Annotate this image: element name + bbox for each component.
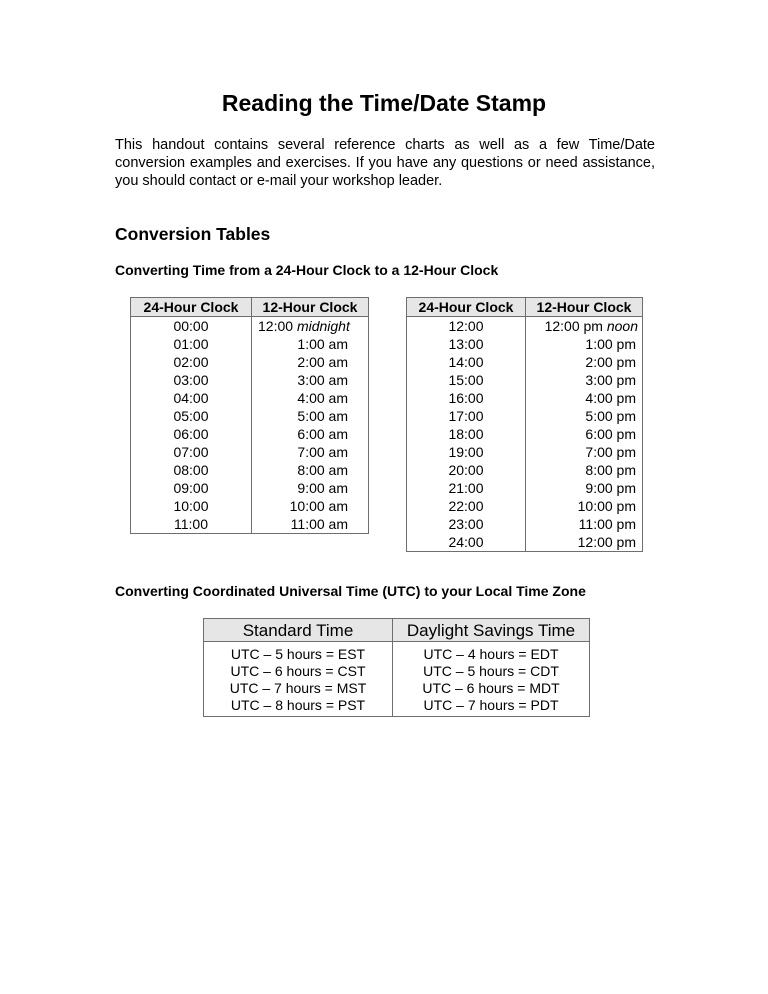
cell-12-hour [252, 425, 369, 443]
table-row [204, 663, 590, 680]
utc-table-body [204, 642, 590, 717]
column-header-daylight-time: Daylight Savings Time [393, 619, 590, 642]
clock-conversion-heading: Converting Time from a 24-Hour Clock to a 12-Hour Clock [115, 262, 499, 278]
cell-standard-time: UTC – 8 hours = PST [204, 697, 393, 717]
cell-12-hour-value: 8:00 am [297, 461, 348, 478]
cell-12-hour [252, 443, 369, 461]
cell-12-hour-value: 8:00 pm [585, 461, 636, 478]
cell-12-hour-value: 10:00 am [289, 497, 348, 514]
cell-12-hour-value: 1:00 am [297, 335, 348, 352]
section-heading: Conversion Tables [115, 224, 271, 244]
cell-12-hour [526, 533, 643, 552]
table-row [131, 389, 369, 407]
table-row [131, 371, 369, 389]
cell-12-hour [526, 497, 643, 515]
cell-24-hour: 12:00 [407, 317, 526, 336]
cell-12-hour-value: 7:00 am [297, 443, 348, 460]
cell-12-hour [526, 389, 643, 407]
cell-24-hour: 14:00 [407, 353, 526, 371]
cell-standard-time: UTC – 7 hours = MST [204, 680, 393, 697]
table-row [131, 497, 369, 515]
cell-12-hour [252, 515, 369, 534]
column-header-12-hour: 12-Hour Clock [252, 298, 369, 317]
cell-12-hour [252, 371, 369, 389]
cell-daylight-time: UTC – 7 hours = PDT [393, 697, 590, 717]
table-row [131, 335, 369, 353]
table-row [131, 479, 369, 497]
cell-12-hour-value: 3:00 pm [585, 371, 636, 388]
cell-24-hour: 23:00 [407, 515, 526, 533]
cell-daylight-time: UTC – 5 hours = CDT [393, 663, 590, 680]
cell-24-hour: 18:00 [407, 425, 526, 443]
table-row [407, 515, 643, 533]
cell-24-hour: 21:00 [407, 479, 526, 497]
table-row [407, 353, 643, 371]
cell-12-hour [252, 353, 369, 371]
table-row [131, 425, 369, 443]
cell-24-hour: 10:00 [131, 497, 252, 515]
cell-12-hour-value: 2:00 am [297, 353, 348, 370]
cell-standard-time: UTC – 6 hours = CST [204, 663, 393, 680]
cell-24-hour: 07:00 [131, 443, 252, 461]
cell-12-hour [252, 479, 369, 497]
cell-12-hour [526, 443, 643, 461]
cell-12-hour [252, 317, 369, 336]
table-header-row [131, 298, 369, 317]
cell-24-hour: 06:00 [131, 425, 252, 443]
cell-12-hour-value: 6:00 am [297, 425, 348, 442]
cell-12-hour-value: 12:00 pm [577, 533, 636, 550]
cell-12-hour-value: 5:00 am [297, 407, 348, 424]
cell-24-hour: 24:00 [407, 533, 526, 552]
table-row [131, 317, 369, 336]
table-row [407, 371, 643, 389]
cell-24-hour: 22:00 [407, 497, 526, 515]
cell-12-hour-value: 12:00 [258, 317, 297, 334]
cell-12-hour [252, 389, 369, 407]
table-row [407, 335, 643, 353]
page-title: Reading the Time/Date Stamp [221, 90, 547, 116]
cell-24-hour: 09:00 [131, 479, 252, 497]
table-row [407, 443, 643, 461]
clock-table-am [130, 297, 369, 534]
column-header-24-hour: 24-Hour Clock [407, 298, 526, 317]
cell-12-hour [526, 407, 643, 425]
cell-standard-time: UTC – 5 hours = EST [204, 642, 393, 664]
cell-12-hour [526, 353, 643, 371]
cell-12-hour-value: 9:00 pm [585, 479, 636, 496]
utc-table [203, 618, 590, 717]
cell-24-hour: 15:00 [407, 371, 526, 389]
cell-12-hour-value: 4:00 am [297, 389, 348, 406]
column-header-12-hour: 12-Hour Clock [526, 298, 643, 317]
table-row [407, 479, 643, 497]
table-row [407, 425, 643, 443]
cell-12-hour-value: 5:00 pm [585, 407, 636, 424]
cell-12-hour-value: 2:00 pm [585, 353, 636, 370]
table-row [204, 642, 590, 664]
table-header-row [204, 619, 590, 642]
cell-12-hour-value: 10:00 pm [577, 497, 636, 514]
cell-12-hour [252, 407, 369, 425]
cell-12-hour-value: 11:00 pm [578, 515, 636, 532]
cell-24-hour: 19:00 [407, 443, 526, 461]
cell-12-hour-value: 12:00 pm [544, 317, 607, 334]
clock-table-pm-body [407, 317, 643, 552]
table-row [407, 497, 643, 515]
table-row [131, 443, 369, 461]
table-row [204, 697, 590, 717]
cell-daylight-time: UTC – 6 hours = MDT [393, 680, 590, 697]
clock-table-am-body [131, 317, 369, 534]
cell-24-hour: 16:00 [407, 389, 526, 407]
cell-12-hour [526, 515, 643, 533]
cell-24-hour: 13:00 [407, 335, 526, 353]
table-row [407, 461, 643, 479]
cell-24-hour: 03:00 [131, 371, 252, 389]
cell-24-hour: 20:00 [407, 461, 526, 479]
cell-12-hour-value: 11:00 am [290, 515, 348, 532]
cell-12-hour-value: 6:00 pm [585, 425, 636, 442]
cell-12-hour-value: 7:00 pm [585, 443, 636, 460]
intro-paragraph: This handout contains several reference charts as well as a few Time/Date conversion examples and exercises. If you have any questions or need assistance, you should contact or e-mail your workshop leader. [115, 137, 655, 189]
cell-24-hour: 02:00 [131, 353, 252, 371]
cell-12-hour-value: 3:00 am [297, 371, 348, 388]
cell-12-hour-value: 1:00 pm [585, 335, 636, 352]
cell-12-hour [526, 317, 643, 336]
utc-conversion-heading: Converting Coordinated Universal Time (UTC) to your Local Time Zone [115, 583, 586, 599]
cell-12-hour [526, 371, 643, 389]
cell-12-hour [252, 461, 369, 479]
column-header-24-hour: 24-Hour Clock [131, 298, 252, 317]
cell-12-hour-value: 4:00 pm [585, 389, 636, 406]
table-row [407, 317, 643, 336]
cell-12-hour-note: midnight [296, 317, 350, 334]
clock-table-pm [406, 297, 643, 552]
table-row [131, 515, 369, 534]
cell-12-hour [526, 425, 643, 443]
cell-12-hour-value: 9:00 am [297, 479, 348, 496]
cell-24-hour: 17:00 [407, 407, 526, 425]
cell-24-hour: 04:00 [131, 389, 252, 407]
table-row [131, 407, 369, 425]
cell-12-hour [526, 479, 643, 497]
table-row [407, 533, 643, 552]
cell-24-hour: 01:00 [131, 335, 252, 353]
cell-24-hour: 11:00 [131, 515, 252, 534]
column-header-standard-time: Standard Time [204, 619, 393, 642]
table-row [407, 407, 643, 425]
table-row [131, 353, 369, 371]
cell-12-hour [252, 335, 369, 353]
table-header-row [407, 298, 643, 317]
table-row [131, 461, 369, 479]
cell-24-hour: 00:00 [131, 317, 252, 336]
cell-12-hour-note: noon [606, 317, 638, 334]
cell-12-hour [526, 335, 643, 353]
cell-24-hour: 08:00 [131, 461, 252, 479]
cell-12-hour [252, 497, 369, 515]
cell-24-hour: 05:00 [131, 407, 252, 425]
cell-daylight-time: UTC – 4 hours = EDT [393, 642, 590, 664]
table-row [204, 680, 590, 697]
table-row [407, 389, 643, 407]
cell-12-hour [526, 461, 643, 479]
